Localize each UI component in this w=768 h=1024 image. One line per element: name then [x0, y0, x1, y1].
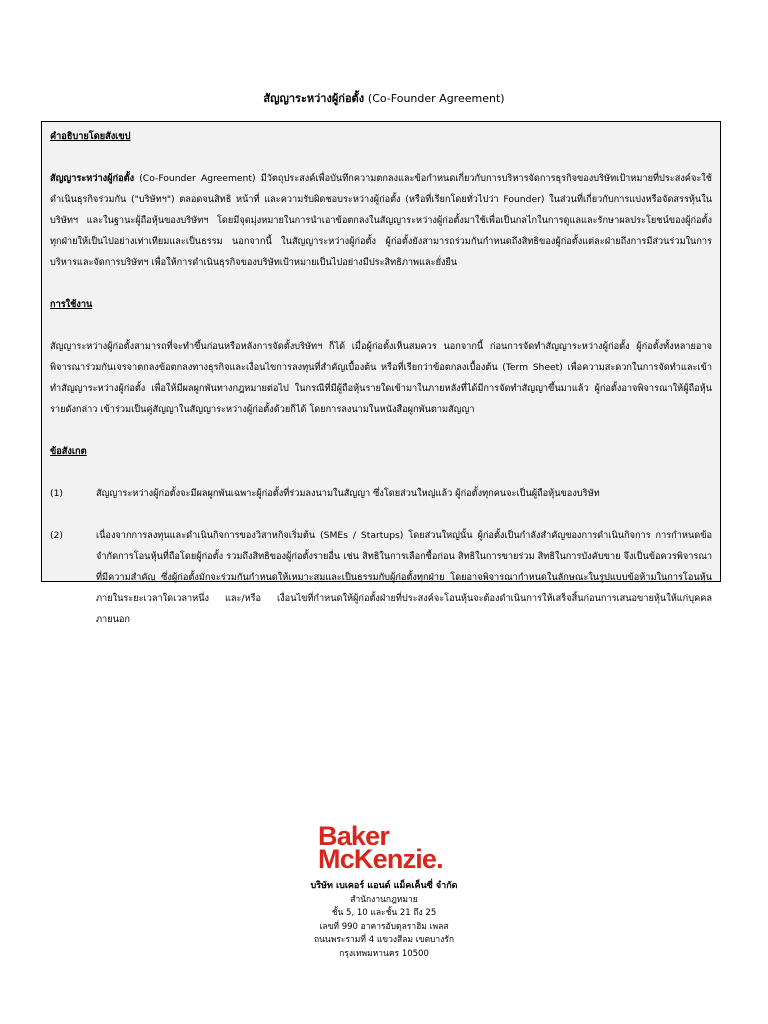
summary-box	[41, 121, 721, 625]
usage-heading: การใช้งาน	[50, 299, 93, 310]
title-thai: สัญญาระหว่างผู้ก่อตั้ง	[263, 92, 365, 105]
firm-name: บริษัท เบเคอร์ แอนด์ แม็คเค็นซี่ จำกัด	[310, 881, 458, 891]
logo-line-baker: Baker	[318, 821, 390, 851]
note-text: สัญญาระหว่างผู้ก่อตั้งจะมีผลผูกพันเฉพาะผู้ก่อตั้งที่ร่วมลงนามในสัญญา ซึ่งโดยส่วนใหญ่แล้ว ผู้ก่อตั้งทุกคนจะเป็นผู้ถือหุ้นของบริษัท	[96, 488, 600, 499]
title-english: (Co-Founder Agreement)	[367, 92, 505, 105]
summary-paragraph	[50, 168, 712, 273]
address-line: ชั้น 5, 10 และชั้น 21 ถึง 25	[331, 908, 437, 918]
summary-heading: คำอธิบายโดยสังเขป	[50, 131, 131, 142]
address-line: กรุงเทพมหานคร 10500	[339, 948, 429, 959]
logo-line-mckenzie: McKenzie.	[318, 844, 443, 874]
usage-paragraph: สัญญาระหว่างผู้ก่อตั้งสามารถที่จะทำขึ้นก่อนหรือหลังการจัดตั้งบริษัทฯ ก็ได้ เมื่อผู้ก่อตั้งเห็นสมควร นอกจากนี้ ก่อนการจัดทำสัญญาระหว่างผู้ก่อตั้ง ผู้ก่อตั้งทั้งหลายอาจพิจารณาร่วมกันเจรจาตกลงข้อตกลงทางธุรกิจและเงื่อนไขการลงทุนที่สำคัญเบื้องต้น หรือที่เรียกว่าข้อตกลงเบื้องต้น (Term Sheet) เพื่อความสะดวกในการจัดทำและเข้าทำสัญญาระหว่างผู้ก่อตั้ง เพื่อให้มีผลผูกพันทางกฎหมายต่อไป ในกรณีที่มีผู้ถือหุ้นรายใดเข้ามาในภายหลังที่ได้มีการจัดทำสัญญาขึ้นมาแล้ว ผู้ก่อตั้งอาจพิจารณาให้ผู้ถือหุ้นรายดังกล่าว เข้าร่วมเป็นคู่สัญญาในสัญญาระหว่างผู้ก่อตั้งด้วยก็ได้ โดยการลงนามในหนังสือผูกพันตามสัญญา	[50, 341, 712, 415]
summary-term: สัญญาระหว่างผู้ก่อตั้ง	[50, 173, 135, 184]
address-line: เลขที่ 990 อาคารอับดุลราฮิม เพลส	[319, 921, 449, 932]
note-text: เนื่องจากการลงทุนและดำเนินกิจการของวิสาหกิจเริ่มต้น (SMEs / Startups) โดยส่วนใหญ่นั้น ผู้ก่อตั้งเป็นกำลังสำคัญของการดำเนินกิจการ การกำหนดข้อจำกัดการโอนหุ้นที่ถือโดยผู้ก่อตั้ง รวมถึงสิทธิของผู้ก่อตั้งรายอื่น เช่น สิทธิในการเลือกซื้อก่อน สิทธิในการขายร่วม สิทธิในการบังคับขาย จึงเป็นข้อควรพิจารณาที่มีความสำคัญ ซึ่งผู้ก่อตั้งมักจะร่วมกันกำหนดให้เหมาะสมและเป็นธรรมกับผู้ก่อตั้งทุกฝ่าย โดยอาจพิจารณากำหนดในลักษณะในรูปแบบข้อห้ามในการโอนหุ้นภายในระยะเวลาใดเวลาหนึ่ง และ/หรือ เงื่อนไขที่กำหนดให้ผู้ก่อตั้งฝ่ายที่ประสงค์จะโอนหุ้นจะต้องดำเนินการให้เสร็จสิ้นก่อนการเสนอขายหุ้นให้แก่บุคคลภายนอก	[96, 530, 712, 625]
note-number: (2)	[50, 530, 64, 541]
address-line: ถนนพระรามที่ 4 แขวงสีลม เขตบางรัก	[313, 935, 455, 945]
note-item	[50, 483, 712, 504]
note-number: (1)	[50, 488, 64, 499]
address-line: สำนักงานกฎหมาย	[350, 894, 418, 905]
document-title	[0, 89, 768, 107]
baker-mckenzie-logo	[318, 821, 458, 874]
firm-address	[0, 880, 768, 961]
summary-text: (Co-Founder Agreement) มีวัตถุประสงค์เพื่อบันทึกความตกลงและข้อกำหนดเกี่ยวกับการบริหารจัดการธุรกิจของบริษัทเป้าหมายที่ประสงค์จะใช้ดำเนินธุรกิจร่วมกัน ("บริษัทฯ") ตลอดจนสิทธิ หน้าที่ และความรับผิดชอบระหว่างผู้ก่อตั้ง (หรือที่เรียกโดยทั่วไปว่า Founder) ในส่วนที่เกี่ยวกับการแบ่งหรือจัดสรรหุ้นในบริษัทฯ และในฐานะผู้ถือหุ้นของบริษัทฯ โดยมีจุดมุ่งหมายในการนำเอาข้อตกลงในสัญญาระหว่างผู้ก่อตั้งมาใช้เพื่อเป็นกลไกในการดูแลและรักษาผลประโยชน์ของผู้ก่อตั้งทุกฝ่ายให้เป็นไปอย่างเท่าเทียมและเป็นธรรม นอกจากนี้ ในสัญญาระหว่างผู้ก่อตั้ง ผู้ก่อตั้งยังสามารถร่วมกันกำหนดถึงสิทธิของผู้ก่อตั้งแต่ละฝ่ายถึงการมีส่วนร่วมในการบริหารและจัดการบริษัทฯ เพื่อให้การดำเนินธุรกิจของบริษัทเป้าหมายเป็นไปอย่างมีประสิทธิภาพและยั่งยืน	[50, 173, 712, 268]
notes-heading: ข้อสังเกต	[50, 446, 87, 457]
note-item	[50, 525, 712, 630]
